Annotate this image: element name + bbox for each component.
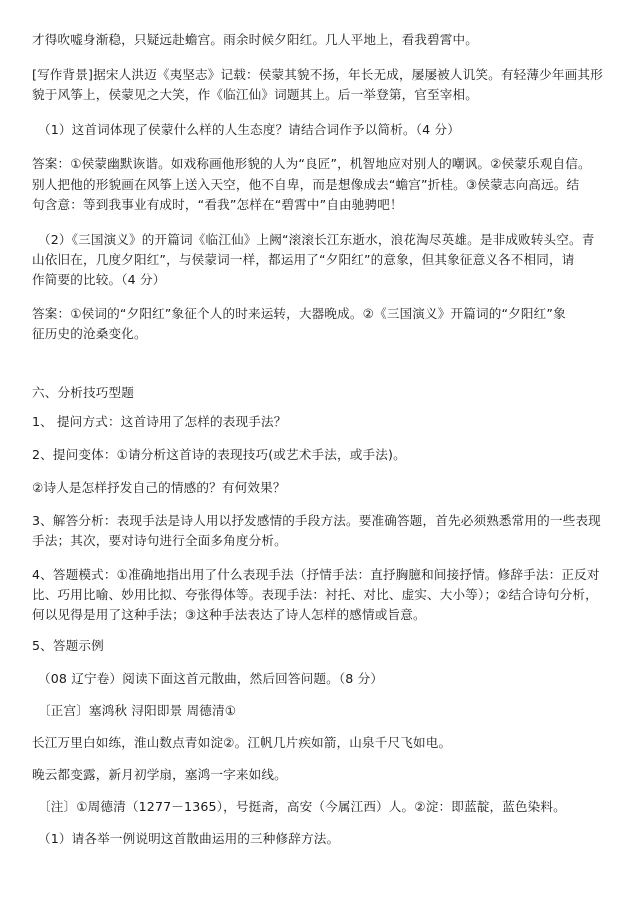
point-2: 2、提问变体：①请分析这首诗的表现技巧(或艺术手法，或手法)。: [32, 447, 406, 462]
answer-1: 答案：①侯蒙幽默诙谐。如戏称画他形貌的人为“良匠”，机智地应对别人的嘲讽。②侯蒙乐观自信。: [32, 156, 591, 171]
point-3: 3、解答分析：表现手法是诗人用以抒发感情的手段方法。要准确答题，首先必须熟悉常用的一些表现: [32, 513, 601, 528]
question-2: 山依旧在，几度夕阳红”，与侯蒙词一样，都运用了“夕阳红”的意象，但其象征意义各不相同，请: [32, 252, 575, 267]
poem-line: 晚云都变露，新月初学扇，塞鸿一字来如线。: [32, 767, 287, 782]
poem-line: 长江万里白如练，淮山数点青如淀②。江帆几片疾如箭，山泉千尺飞如电。: [32, 735, 452, 750]
point-3: 手法；其次，要对诗句进行全面多角度分析。: [32, 533, 287, 548]
section-heading: 六、分析技巧型题: [32, 385, 134, 400]
poem-title: 〔正宫〕塞鸿秋 浔阳即景 周德清①: [38, 703, 237, 718]
point-1: 1、 提问方式：这首诗用了怎样的表现手法？: [32, 414, 287, 429]
background-paragraph: [写作背景]据宋人洪迈《夷坚志》记载：侯蒙其貌不扬，年长无成，屡屡被人讥笑。有轻薄少年画其形: [32, 67, 603, 82]
answer-2: 征历史的沧桑变化。: [32, 326, 147, 341]
example-intro: （08 辽宁卷）阅读下面这首元散曲，然后回答问题。（8 分）: [38, 671, 384, 686]
background-paragraph: 貌于风筝上，侯蒙见之大笑，作《临江仙》词题其上。后一举登第，官至宰相。: [32, 87, 479, 102]
point-5: 5、答题示例: [32, 638, 104, 653]
point-4: 何以见得是用了这种手法；③这种手法表达了诗人怎样的感情或旨意。: [32, 607, 426, 622]
poem-note: 〔注〕①周德清（1277－1365），号挺斋，高安（今属江西）人。②淀：即蓝靛，蓝色染料。: [38, 799, 566, 814]
answer-1: 别人把他的形貌画在风筝上送入天空，他不自卑，而是想像成去“蟾宫”折桂。③侯蒙志向高远。结: [32, 177, 580, 192]
question-2: （2）《三国演义》的开篇词《临江仙》上阙“滚滚长江东逝水，浪花淘尽英雄。是非成败转头空。青: [38, 232, 595, 247]
point-2: ②诗人是怎样抒发自己的情感的？有何效果？: [32, 480, 286, 495]
answer-2: 答案：①侯词的“夕阳红”象征个人的时来运转，大器晚成。②《三国演义》开篇词的“夕阳红”象: [32, 306, 566, 321]
example-question-1: （1）请各举一例说明这首散曲运用的三种修辞方法。: [38, 831, 340, 846]
question-1: （1）这首词体现了侯蒙什么样的人生态度？请结合词作予以简析。（4 分）: [38, 122, 460, 137]
answer-1: 句含意：等到我事业有成时，“看我”怎样在“碧霄中”自由驰骋吧！: [32, 197, 403, 212]
poem-tail-line: 才得吹嘘身渐稳，只疑远赴蟾宫。雨余时候夕阳红。几人平地上，看我碧霄中。: [32, 32, 479, 47]
point-4: 比、巧用比喻、妙用比拟、夸张得体等。表现手法：衬托、对比、虚实、大小等）；②结合诗句分析，: [32, 587, 598, 602]
point-4: 4、答题模式：①准确地指出用了什么表现手法（抒情手法：直抒胸臆和间接抒情。修辞手法：正反对: [32, 567, 600, 582]
question-2: 作简要的比较。（4 分）: [32, 272, 166, 287]
